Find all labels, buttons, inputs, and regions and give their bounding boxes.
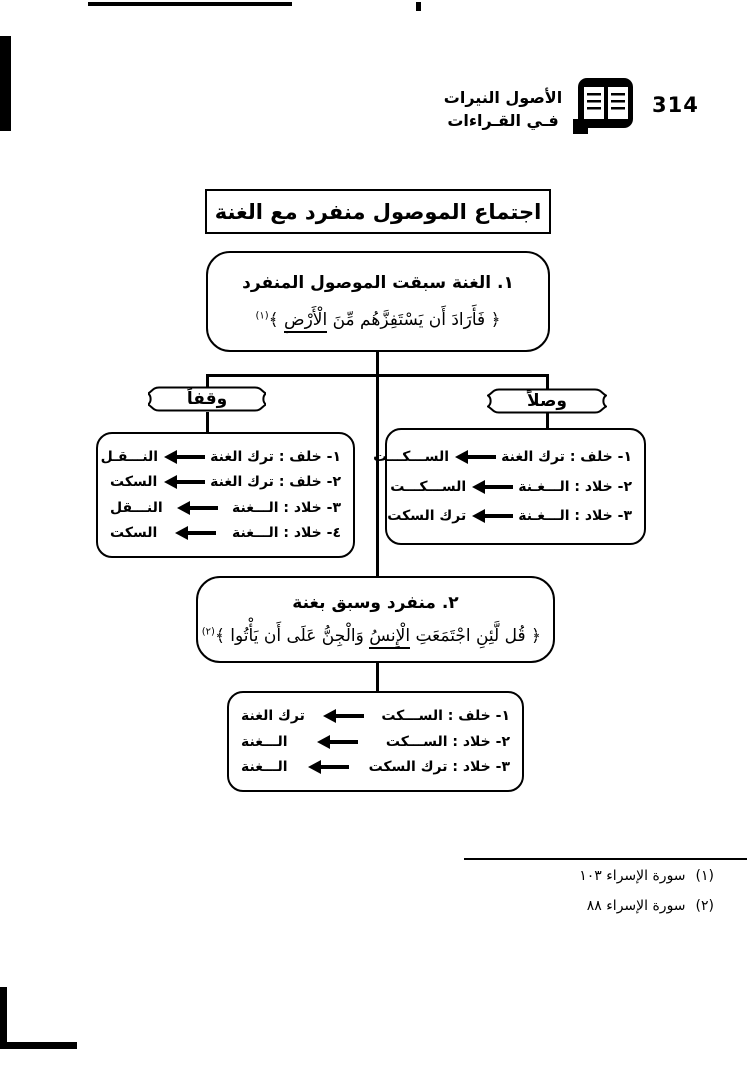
diagram-title-box bbox=[205, 189, 551, 234]
waqf-outcomes-box bbox=[96, 432, 355, 558]
left-arrow-icon bbox=[307, 760, 349, 774]
ruling-row bbox=[373, 449, 632, 466]
verse-footnote-ref: (١) bbox=[255, 310, 269, 322]
footnote-marker: (٢) bbox=[695, 898, 714, 914]
section2-heading: ٢. منفرد وسبق بغنة bbox=[292, 593, 459, 614]
waqf-label: وقفاً bbox=[186, 389, 228, 409]
left-arrow-icon bbox=[322, 709, 364, 723]
scan-artifact-bottom-vertical bbox=[0, 987, 7, 1049]
left-arrow-icon bbox=[174, 526, 216, 540]
ruling-row bbox=[110, 500, 341, 516]
scan-artifact-top-mark bbox=[416, 2, 421, 11]
ruling-result: السكت bbox=[110, 474, 158, 491]
waqf-label-cartouche bbox=[148, 385, 266, 413]
ruling-lead: ١- خلف : ترك الغنة bbox=[210, 449, 341, 466]
book-logo-icon bbox=[570, 77, 636, 135]
connector-wasl-to-box bbox=[546, 413, 549, 429]
diagram-title: اجتماع الموصول منفرد مع الغنة bbox=[214, 199, 542, 224]
left-arrow-icon bbox=[163, 475, 205, 489]
verse-footnote-ref: (٢) bbox=[201, 626, 215, 637]
verse-emphasis: الْإِنسُ bbox=[369, 626, 410, 649]
ruling-row bbox=[100, 449, 341, 466]
connector-section2-to-bottom bbox=[376, 663, 379, 692]
ruling-result: الـــغنة bbox=[241, 733, 288, 750]
ruling-result: النـــقـل bbox=[100, 449, 159, 466]
ruling-result: الســـكـــت bbox=[373, 449, 450, 466]
scan-artifact-top-line bbox=[88, 2, 292, 6]
ruling-lead: ٢- خلف : ترك الغنة bbox=[210, 474, 341, 491]
ruling-lead: ٢- خلاد : الســـكت bbox=[385, 733, 510, 750]
footnote-separator bbox=[464, 858, 747, 860]
ruling-result: السكت bbox=[110, 524, 158, 541]
wasl-outcomes-box bbox=[373, 428, 646, 545]
ruling-lead: ١- خلف : ترك الغنة bbox=[501, 449, 632, 466]
page-number: 314 bbox=[652, 93, 699, 117]
footnote-text: سورة الإسراء ٨٨ bbox=[586, 898, 686, 914]
ruling-row bbox=[110, 525, 341, 541]
ruling-result: الســـكـــت bbox=[390, 478, 467, 495]
ruling-row bbox=[241, 734, 510, 750]
verse-emphasis: الْأَرْضِ bbox=[284, 310, 327, 333]
section1-heading: ١. الغنة سبقت الموصول المنفرد bbox=[242, 273, 514, 293]
wasl-label: وصلاً bbox=[527, 391, 567, 411]
book-title bbox=[440, 86, 566, 132]
section2-box bbox=[196, 576, 555, 663]
ruling-lead: ٣- خلاد : الـــغـنة bbox=[518, 507, 632, 524]
left-arrow-icon bbox=[316, 735, 358, 749]
section1-box bbox=[206, 251, 550, 352]
wasl-label-cartouche bbox=[487, 387, 607, 415]
section1-verse bbox=[220, 309, 536, 330]
ruling-lead: ٤- خلاد : الـــغنة bbox=[231, 524, 341, 541]
footnote-text: سورة الإسراء ١٠٣ bbox=[579, 868, 686, 884]
left-arrow-icon bbox=[454, 450, 496, 464]
ruling-row bbox=[110, 474, 341, 490]
section2-verse bbox=[201, 625, 541, 646]
verse-text: ﴿ فَأَرَادَ أَن يَسْتَفِزَّهُم مِّنَ bbox=[327, 310, 501, 330]
ruling-result: النـــقل bbox=[110, 499, 163, 516]
ruling-row bbox=[387, 507, 632, 524]
footnote-1 bbox=[579, 868, 714, 884]
ruling-row bbox=[390, 478, 632, 495]
footnote-2 bbox=[587, 898, 714, 914]
verse-text: ﴾ bbox=[268, 310, 285, 330]
ruling-row bbox=[241, 759, 510, 775]
scan-artifact-left-bar bbox=[0, 36, 11, 131]
ruling-lead: ٣- خلاد : الـــغنة bbox=[231, 499, 341, 516]
verse-text: ﴿ قُل لَّئِنِ اجْتَمَعَتِ bbox=[410, 625, 541, 646]
ruling-lead: ٣- خلاد : ترك السكت bbox=[368, 758, 510, 775]
left-arrow-icon bbox=[471, 480, 513, 494]
bottom-outcomes-box bbox=[227, 691, 524, 792]
ruling-lead: ٢- خلاد : الـــغـنة bbox=[518, 478, 632, 495]
ruling-row bbox=[241, 708, 510, 724]
ruling-result: ترك السكت bbox=[387, 507, 467, 524]
book-title-line1: الأصول النيرات bbox=[443, 88, 563, 107]
verse-text: وَالْجِنُّ عَلَى أَن يَأْتُوا ﴾ bbox=[214, 625, 370, 646]
connector-branch-horizontal bbox=[206, 374, 548, 377]
left-arrow-icon bbox=[163, 450, 205, 464]
ruling-lead: ١- خلف : الســـكت bbox=[381, 708, 510, 725]
footnote-marker: (١) bbox=[695, 868, 714, 884]
ruling-result: الـــغنة bbox=[241, 758, 288, 775]
left-arrow-icon bbox=[471, 509, 513, 523]
ruling-result: ترك الغنة bbox=[241, 708, 305, 725]
connector-waqf-to-box bbox=[206, 412, 209, 433]
book-title-line2: فـي القـراءات bbox=[447, 111, 559, 130]
scan-artifact-bottom-horizontal bbox=[0, 1042, 77, 1049]
left-arrow-icon bbox=[176, 501, 218, 515]
